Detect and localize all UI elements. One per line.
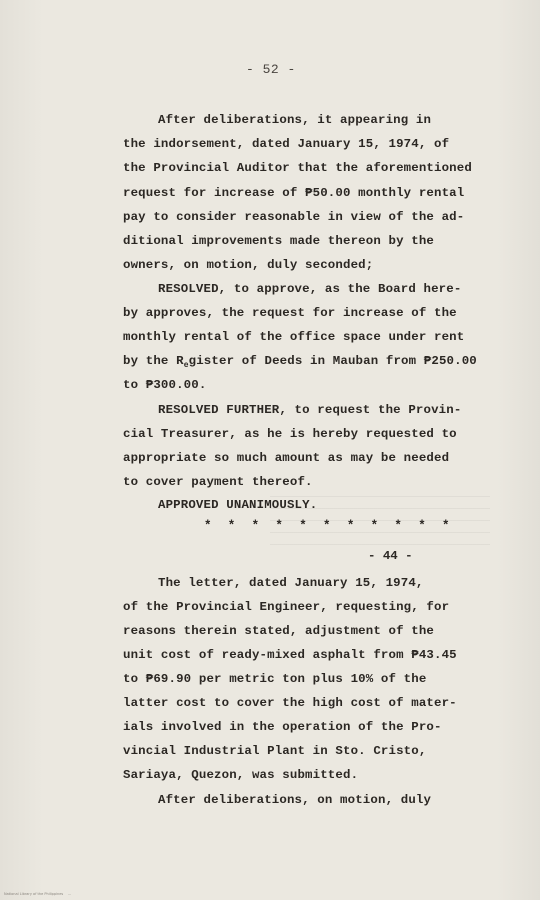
text-line: cial Treasurer, as he is hereby requested to bbox=[123, 427, 457, 441]
text-line: unit cost of ready-mixed asphalt from ₱43.45 bbox=[123, 648, 457, 662]
text-line: ditional improvements made thereon by the bbox=[123, 234, 435, 248]
text-line: pay to consider reasonable in view of the ad- bbox=[123, 210, 465, 224]
text-line bbox=[123, 354, 477, 368]
resolved-further-line: RESOLVED FURTHER, to request the Provin- bbox=[158, 403, 462, 417]
approved-line: APPROVED UNANIMOUSLY. bbox=[158, 498, 318, 512]
text-fragment: gister of Deeds in Mauban from ₱250.00 bbox=[188, 354, 477, 368]
separator-stars: * * * * * * * * * * * bbox=[204, 519, 454, 533]
item-number: - 44 - bbox=[368, 549, 413, 563]
text-line: latter cost to cover the high cost of mater- bbox=[123, 696, 457, 710]
text-line: ials involved in the operation of the Pro- bbox=[123, 720, 442, 734]
text-line: monthly rental of the office space under rent bbox=[123, 330, 465, 344]
typo-subscript: e bbox=[183, 361, 189, 370]
scan-footer: National Library of the Philippines ... bbox=[4, 892, 72, 896]
text-line: appropriate so much amount as may be needed bbox=[123, 451, 450, 465]
text-line: owners, on motion, duly seconded; bbox=[123, 258, 374, 272]
page-number: - 52 - bbox=[246, 62, 296, 77]
text-line: reasons therein stated, adjustment of the bbox=[123, 624, 435, 638]
text-line: of the Provincial Engineer, requesting, for bbox=[123, 600, 450, 614]
text-line: After deliberations, it appearing in bbox=[158, 113, 432, 127]
text-line: After deliberations, on motion, duly bbox=[158, 793, 432, 807]
text-line: the indorsement, dated January 15, 1974, of bbox=[123, 137, 450, 151]
text-line: to ₱69.90 per metric ton plus 10% of the bbox=[123, 672, 427, 686]
text-fragment: by the R bbox=[123, 354, 184, 368]
text-line: by approves, the request for increase of the bbox=[123, 306, 457, 320]
text-line: Sariaya, Quezon, was submitted. bbox=[123, 768, 359, 782]
text-line: to ₱300.00. bbox=[123, 378, 207, 392]
text-line: to cover payment thereof. bbox=[123, 475, 313, 489]
resolved-line: RESOLVED, to approve, as the Board here- bbox=[158, 282, 462, 296]
text-line: The letter, dated January 15, 1974, bbox=[158, 576, 424, 590]
text-line: request for increase of ₱50.00 monthly rental bbox=[123, 186, 465, 200]
text-line: vincial Industrial Plant in Sto. Cristo, bbox=[123, 744, 427, 758]
text-line: the Provincial Auditor that the aforementioned bbox=[123, 161, 472, 175]
